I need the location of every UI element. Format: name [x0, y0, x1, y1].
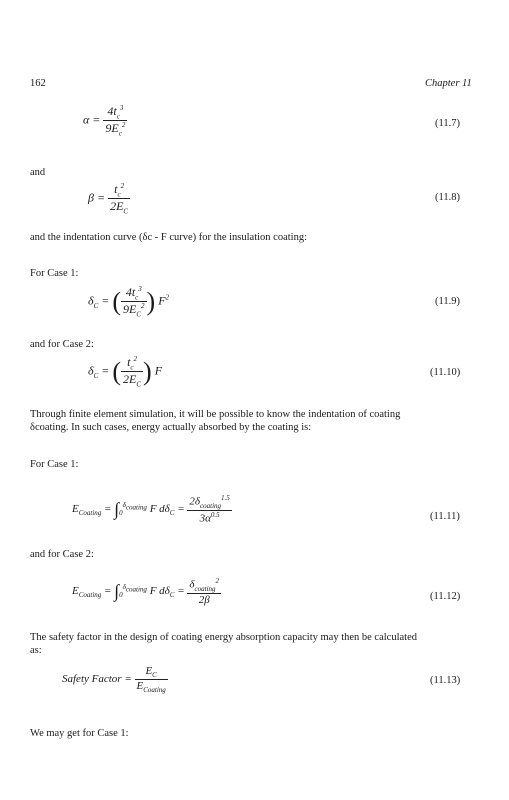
body-text: For Case 1:: [30, 459, 79, 470]
body-text: and for Case 2:: [30, 339, 94, 350]
safety-factor-label: Safety Factor =: [62, 673, 132, 686]
equation-number: (11.11): [430, 511, 460, 522]
body-text: We may get for Case 1:: [30, 728, 129, 739]
equation-number: (11.7): [435, 118, 460, 129]
equation-11-12: $E_{Coating} = \int_0^{\delta_{coating}}$ F $d\delta_C$ = $\frac{\delta_{coating}^2}{2\beta}$: [72, 577, 220, 606]
body-text: For Case 1:: [30, 268, 79, 279]
equation-number: (11.10): [430, 367, 461, 378]
equation-number: (11.9): [435, 296, 460, 307]
body-text: Through finite element simulation, it will be possible to know the indentation of coating: [30, 409, 401, 420]
page-number: 162: [30, 78, 46, 89]
equation-number: (11.12): [430, 591, 461, 602]
equation-number: (11.8): [435, 192, 460, 203]
equation-11-11: $E_{Coating} = \int_0^{\delta_{coating}}$ F $d\delta_C$ = $\frac{2\delta_{coating}^{1.5}}{3\alpha^{0.5}}$: [72, 494, 230, 525]
equation-11-10: $\delta_C$ = ( $\frac{t_c^2}{2E_C}$ ) F: [88, 355, 163, 389]
body-text: and for Case 2:: [30, 549, 94, 560]
body-text: and the indentation curve (δc - F curve) for the insulation coating:: [30, 232, 307, 243]
equation-11-7: α = $\frac{4t_c^3}{9E_c^2}$: [83, 104, 126, 138]
equation-11-9: $\delta_C$ = ( $\frac{4t_c^3}{9E_C^2}$ ) $F^2$: [88, 285, 170, 319]
body-text: and: [30, 167, 46, 178]
equation-11-8: β = $\frac{t_c^2}{2E_C}$: [88, 182, 129, 216]
chapter-label: Chapter 11: [425, 78, 472, 89]
equation-number: (11.13): [430, 675, 461, 686]
equation-11-13: Safety Factor = $\frac{E_C}{E_{Coating}}$: [62, 665, 166, 695]
body-text: The safety factor in the design of coating energy absorption capacity may then be calculated: [30, 632, 417, 643]
body-text: δcoating. In such cases, energy actually absorbed by the coating is:: [30, 422, 312, 433]
body-text: as:: [30, 645, 42, 656]
